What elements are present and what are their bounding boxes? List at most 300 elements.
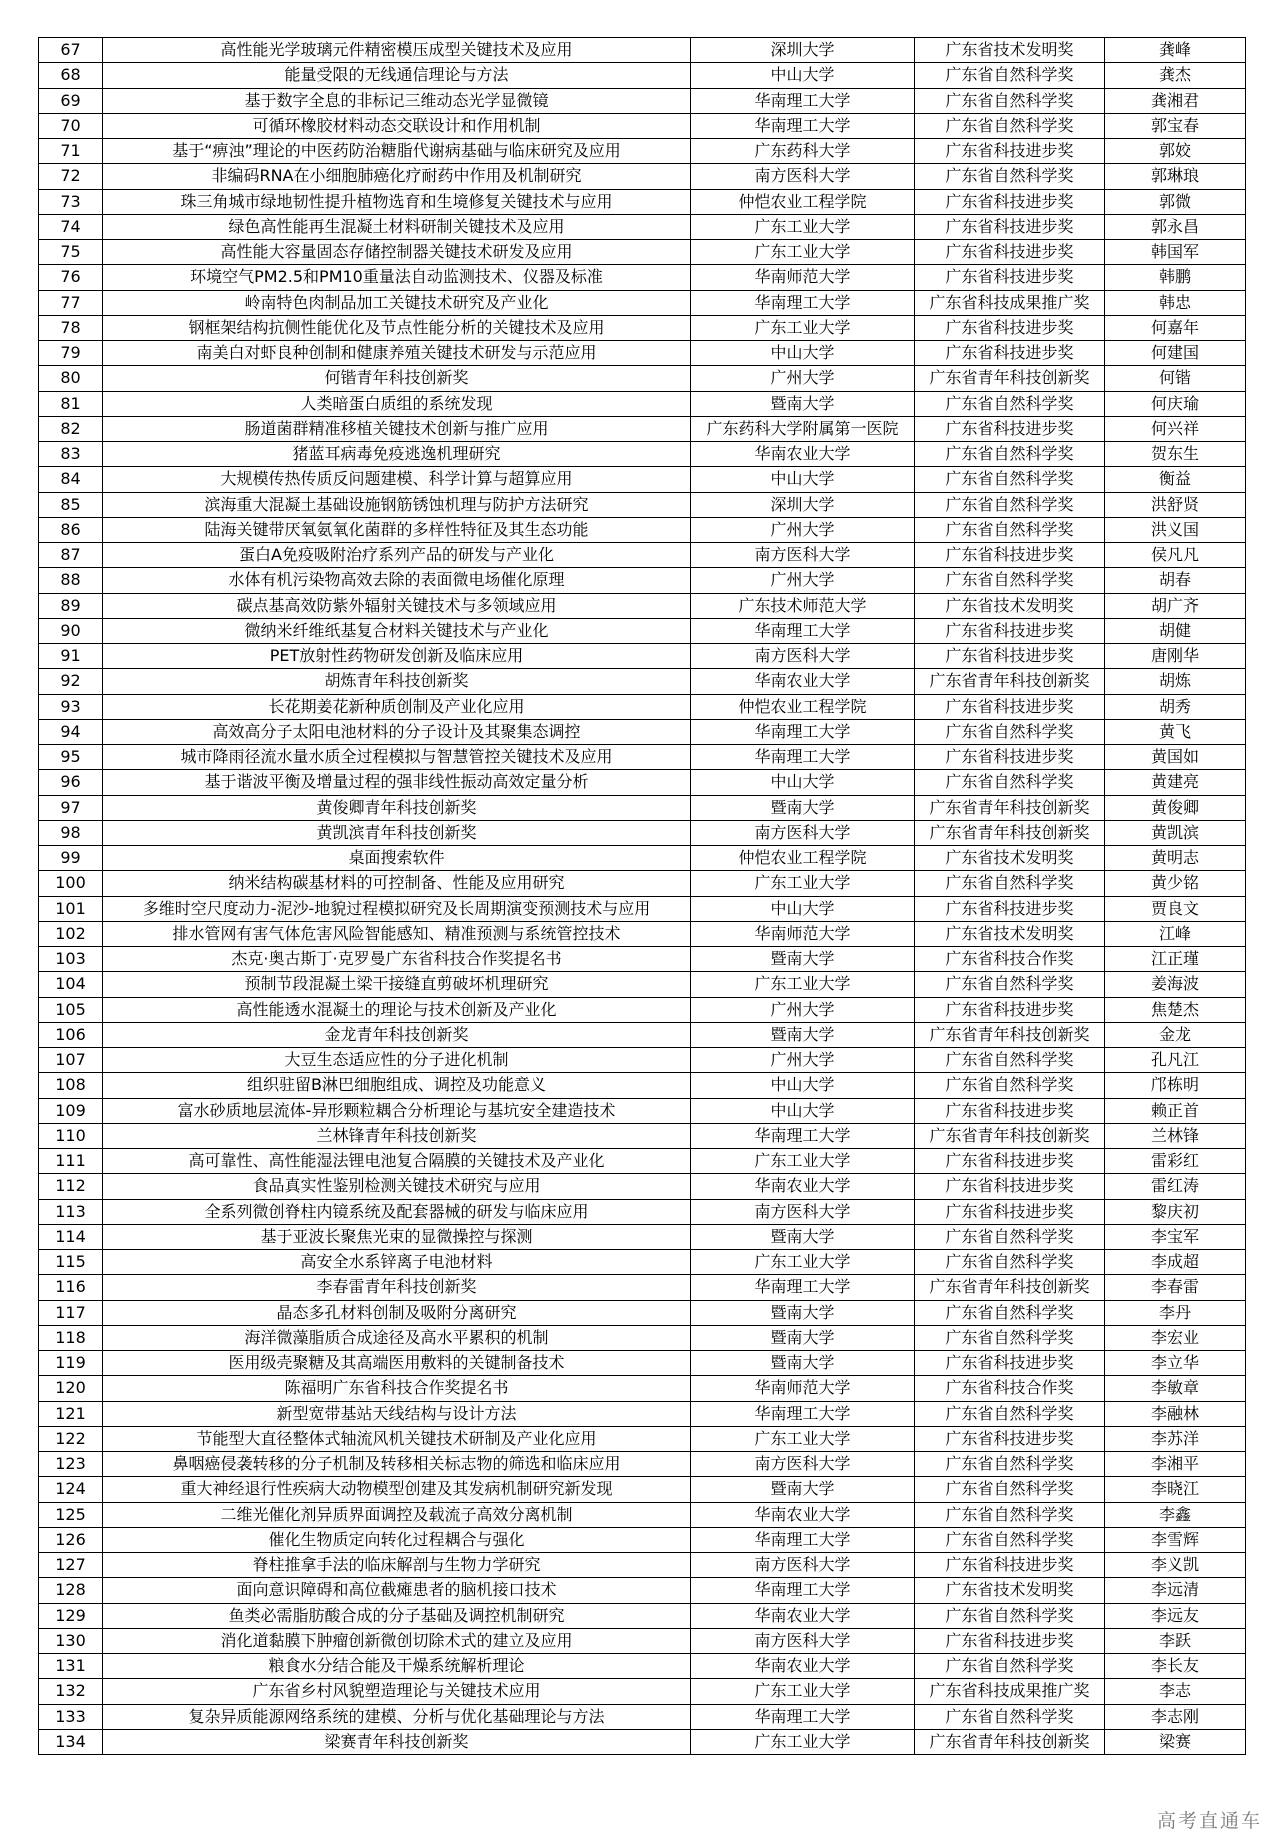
row-number-cell: 91: [39, 644, 103, 669]
project-title-cell: 重大神经退行性疾病大动物模型创建及其发病机制研究新发现: [103, 1477, 691, 1502]
award-type-cell: 广东省自然科学奖: [915, 492, 1105, 517]
project-title-cell: 基于“痹浊”理论的中医药防治糖脂代谢病基础与临床研究及应用: [103, 139, 691, 164]
institution-cell: 华南理工大学: [691, 618, 915, 643]
project-title-cell: 基于亚波长聚焦光束的显微操控与探测: [103, 1224, 691, 1249]
leader-name-cell: 何庆瑜: [1105, 391, 1246, 416]
project-title-cell: 节能型大直径整体式轴流风机关键技术研制及产业化应用: [103, 1426, 691, 1451]
award-type-cell: 广东省科技进步奖: [915, 1553, 1105, 1578]
table-row: [39, 416, 1246, 441]
award-type-cell: 广东省科技进步奖: [915, 416, 1105, 441]
leader-name-cell: 郭微: [1105, 189, 1246, 214]
leader-name-cell: 唐刚华: [1105, 644, 1246, 669]
leader-name-cell: 胡炼: [1105, 669, 1246, 694]
table-row: [39, 1729, 1246, 1754]
award-type-cell: 广东省自然科学奖: [915, 1048, 1105, 1073]
leader-name-cell: 郭琳琅: [1105, 164, 1246, 189]
row-number-cell: 122: [39, 1426, 103, 1451]
row-number-cell: 79: [39, 341, 103, 366]
project-title-cell: 城市降雨径流水量水质全过程模拟与智慧管控关键技术及应用: [103, 745, 691, 770]
table-row: [39, 997, 1246, 1022]
leader-name-cell: 贺东生: [1105, 442, 1246, 467]
institution-cell: 华南理工大学: [691, 1578, 915, 1603]
institution-cell: 深圳大学: [691, 492, 915, 517]
award-type-cell: 广东省青年科技创新奖: [915, 1123, 1105, 1148]
leader-name-cell: 李春雷: [1105, 1275, 1246, 1300]
award-type-cell: 广东省科技进步奖: [915, 745, 1105, 770]
project-title-cell: 肠道菌群精准移植关键技术创新与推广应用: [103, 416, 691, 441]
leader-name-cell: 韩国军: [1105, 240, 1246, 265]
table-row: [39, 1022, 1246, 1047]
institution-cell: 南方医科大学: [691, 164, 915, 189]
row-number-cell: 83: [39, 442, 103, 467]
award-type-cell: 广东省科技成果推广奖: [915, 290, 1105, 315]
award-type-cell: 广东省自然科学奖: [915, 164, 1105, 189]
project-title-cell: 蛋白A免疫吸附治疗系列产品的研发与产业化: [103, 543, 691, 568]
award-type-cell: 广东省自然科学奖: [915, 1527, 1105, 1552]
table-row: [39, 568, 1246, 593]
award-type-cell: 广东省自然科学奖: [915, 391, 1105, 416]
table-row: [39, 947, 1246, 972]
leader-name-cell: 李成超: [1105, 1250, 1246, 1275]
institution-cell: 中山大学: [691, 896, 915, 921]
institution-cell: 暨南大学: [691, 1022, 915, 1047]
row-number-cell: 99: [39, 846, 103, 871]
project-title-cell: 粮食水分结合能及干燥系统解析理论: [103, 1654, 691, 1679]
award-type-cell: 广东省自然科学奖: [915, 1477, 1105, 1502]
table-row: [39, 719, 1246, 744]
project-title-cell: 李春雷青年科技创新奖: [103, 1275, 691, 1300]
leader-name-cell: 李雪辉: [1105, 1527, 1246, 1552]
table-row: [39, 315, 1246, 340]
leader-name-cell: 衡益: [1105, 467, 1246, 492]
institution-cell: 华南理工大学: [691, 1704, 915, 1729]
project-title-cell: 高性能大容量固态存储控制器关键技术研发及应用: [103, 240, 691, 265]
award-type-cell: 广东省自然科学奖: [915, 1704, 1105, 1729]
row-number-cell: 113: [39, 1199, 103, 1224]
project-title-cell: 医用级壳聚糖及其高端医用敷料的关键制备技术: [103, 1351, 691, 1376]
leader-name-cell: 李义凯: [1105, 1553, 1246, 1578]
institution-cell: 广州大学: [691, 517, 915, 542]
institution-cell: 华南理工大学: [691, 113, 915, 138]
table-row: [39, 1325, 1246, 1350]
table-row: [39, 214, 1246, 239]
project-title-cell: 排水管网有害气体危害风险智能感知、精准预测与系统管控技术: [103, 921, 691, 946]
award-type-cell: 广东省技术发明奖: [915, 1578, 1105, 1603]
row-number-cell: 86: [39, 517, 103, 542]
leader-name-cell: 李立华: [1105, 1351, 1246, 1376]
project-title-cell: 催化生物质定向转化过程耦合与强化: [103, 1527, 691, 1552]
project-title-cell: 高效高分子太阳电池材料的分子设计及其聚集态调控: [103, 719, 691, 744]
project-title-cell: PET放射性药物研发创新及临床应用: [103, 644, 691, 669]
project-title-cell: 桌面搜索软件: [103, 846, 691, 871]
leader-name-cell: 洪义国: [1105, 517, 1246, 542]
award-type-cell: 广东省青年科技创新奖: [915, 366, 1105, 391]
project-title-cell: 何锴青年科技创新奖: [103, 366, 691, 391]
award-type-cell: 广东省科技进步奖: [915, 240, 1105, 265]
institution-cell: 华南农业大学: [691, 442, 915, 467]
table-row: [39, 593, 1246, 618]
institution-cell: 广东工业大学: [691, 1426, 915, 1451]
table-row: [39, 492, 1246, 517]
leader-name-cell: 韩鹏: [1105, 265, 1246, 290]
award-type-cell: 广东省自然科学奖: [915, 1325, 1105, 1350]
table-row: [39, 921, 1246, 946]
table-row: [39, 113, 1246, 138]
institution-cell: 广东工业大学: [691, 315, 915, 340]
project-title-cell: 广东省乡村风貌塑造理论与关键技术应用: [103, 1679, 691, 1704]
leader-name-cell: 郭姣: [1105, 139, 1246, 164]
project-title-cell: 碳点基高效防紫外辐射关键技术与多领域应用: [103, 593, 691, 618]
leader-name-cell: 姜海波: [1105, 972, 1246, 997]
institution-cell: 广东工业大学: [691, 1149, 915, 1174]
leader-name-cell: 金龙: [1105, 1022, 1246, 1047]
leader-name-cell: 雷彩红: [1105, 1149, 1246, 1174]
project-title-cell: 可循环橡胶材料动态交联设计和作用机制: [103, 113, 691, 138]
leader-name-cell: 何锴: [1105, 366, 1246, 391]
table-row: [39, 240, 1246, 265]
leader-name-cell: 孔凡江: [1105, 1048, 1246, 1073]
table-row: [39, 1452, 1246, 1477]
project-title-cell: 杰克·奥古斯丁·克罗曼广东省科技合作奖提名书: [103, 947, 691, 972]
leader-name-cell: 胡春: [1105, 568, 1246, 593]
table-row: [39, 189, 1246, 214]
institution-cell: 华南农业大学: [691, 1603, 915, 1628]
award-type-cell: 广东省科技进步奖: [915, 1351, 1105, 1376]
institution-cell: 华南理工大学: [691, 1275, 915, 1300]
leader-name-cell: 龚峰: [1105, 38, 1246, 63]
table-row: [39, 1149, 1246, 1174]
institution-cell: 中山大学: [691, 1073, 915, 1098]
project-title-cell: 陈福明广东省科技合作奖提名书: [103, 1376, 691, 1401]
row-number-cell: 126: [39, 1527, 103, 1552]
institution-cell: 暨南大学: [691, 1351, 915, 1376]
leader-name-cell: 梁赛: [1105, 1729, 1246, 1754]
row-number-cell: 129: [39, 1603, 103, 1628]
table-row: [39, 644, 1246, 669]
row-number-cell: 103: [39, 947, 103, 972]
award-type-cell: 广东省青年科技创新奖: [915, 1275, 1105, 1300]
institution-cell: 中山大学: [691, 63, 915, 88]
table-row: [39, 1098, 1246, 1123]
table-row: [39, 1426, 1246, 1451]
award-type-cell: 广东省自然科学奖: [915, 871, 1105, 896]
row-number-cell: 128: [39, 1578, 103, 1603]
leader-name-cell: 雷红涛: [1105, 1174, 1246, 1199]
table-row: [39, 467, 1246, 492]
leader-name-cell: 黄国如: [1105, 745, 1246, 770]
leader-name-cell: 邝栋明: [1105, 1073, 1246, 1098]
institution-cell: 暨南大学: [691, 1224, 915, 1249]
table-row: [39, 139, 1246, 164]
table-row: [39, 618, 1246, 643]
institution-cell: 广州大学: [691, 366, 915, 391]
leader-name-cell: 黄俊卿: [1105, 795, 1246, 820]
row-number-cell: 112: [39, 1174, 103, 1199]
leader-name-cell: 贾良文: [1105, 896, 1246, 921]
row-number-cell: 120: [39, 1376, 103, 1401]
award-type-cell: 广东省自然科学奖: [915, 770, 1105, 795]
institution-cell: 广东技术师范大学: [691, 593, 915, 618]
leader-name-cell: 黄少铭: [1105, 871, 1246, 896]
award-type-cell: 广东省自然科学奖: [915, 88, 1105, 113]
project-title-cell: 高性能透水混凝土的理论与技术创新及产业化: [103, 997, 691, 1022]
project-title-cell: 预制节段混凝土梁干接缝直剪破坏机理研究: [103, 972, 691, 997]
institution-cell: 华南理工大学: [691, 290, 915, 315]
row-number-cell: 98: [39, 820, 103, 845]
row-number-cell: 74: [39, 214, 103, 239]
row-number-cell: 106: [39, 1022, 103, 1047]
leader-name-cell: 兰林锋: [1105, 1123, 1246, 1148]
leader-name-cell: 李志: [1105, 1679, 1246, 1704]
row-number-cell: 118: [39, 1325, 103, 1350]
table-row: [39, 1578, 1246, 1603]
institution-cell: 广东工业大学: [691, 871, 915, 896]
table-row: [39, 694, 1246, 719]
project-title-cell: 胡炼青年科技创新奖: [103, 669, 691, 694]
leader-name-cell: 李志刚: [1105, 1704, 1246, 1729]
table-row: [39, 1553, 1246, 1578]
award-type-cell: 广东省技术发明奖: [915, 921, 1105, 946]
project-title-cell: 大豆生态适应性的分子进化机制: [103, 1048, 691, 1073]
awards-sheet: [38, 37, 1245, 1755]
leader-name-cell: 何兴祥: [1105, 416, 1246, 441]
project-title-cell: 高安全水系锌离子电池材料: [103, 1250, 691, 1275]
table-row: [39, 265, 1246, 290]
table-row: [39, 543, 1246, 568]
project-title-cell: 猪蓝耳病毒免疫逃逸机理研究: [103, 442, 691, 467]
project-title-cell: 能量受限的无线通信理论与方法: [103, 63, 691, 88]
project-title-cell: 复杂异质能源网络系统的建模、分析与优化基础理论与方法: [103, 1704, 691, 1729]
project-title-cell: 消化道黏膜下肿瘤创新微创切除术式的建立及应用: [103, 1628, 691, 1653]
row-number-cell: 95: [39, 745, 103, 770]
award-type-cell: 广东省科技进步奖: [915, 896, 1105, 921]
row-number-cell: 87: [39, 543, 103, 568]
leader-name-cell: 李晓江: [1105, 1477, 1246, 1502]
row-number-cell: 123: [39, 1452, 103, 1477]
project-title-cell: 全系列微创脊柱内镜系统及配套器械的研发与临床应用: [103, 1199, 691, 1224]
institution-cell: 华南理工大学: [691, 1527, 915, 1552]
table-row: [39, 1123, 1246, 1148]
table-row: [39, 795, 1246, 820]
leader-name-cell: 焦楚杰: [1105, 997, 1246, 1022]
table-row: [39, 871, 1246, 896]
row-number-cell: 88: [39, 568, 103, 593]
table-row: [39, 63, 1246, 88]
award-type-cell: 广东省科技进步奖: [915, 1426, 1105, 1451]
award-type-cell: 广东省自然科学奖: [915, 1300, 1105, 1325]
leader-name-cell: 黎庆初: [1105, 1199, 1246, 1224]
table-row: [39, 442, 1246, 467]
project-title-cell: 基于数字全息的非标记三维动态光学显微镜: [103, 88, 691, 113]
row-number-cell: 81: [39, 391, 103, 416]
institution-cell: 华南理工大学: [691, 88, 915, 113]
institution-cell: 暨南大学: [691, 1300, 915, 1325]
leader-name-cell: 黄飞: [1105, 719, 1246, 744]
table-row: [39, 1250, 1246, 1275]
row-number-cell: 104: [39, 972, 103, 997]
project-title-cell: 南美白对虾良种创制和健康养殖关键技术研发与示范应用: [103, 341, 691, 366]
institution-cell: 中山大学: [691, 770, 915, 795]
project-title-cell: 滨海重大混凝土基础设施钢筋锈蚀机理与防护方法研究: [103, 492, 691, 517]
award-type-cell: 广东省自然科学奖: [915, 1224, 1105, 1249]
leader-name-cell: 李丹: [1105, 1300, 1246, 1325]
table-row: [39, 1174, 1246, 1199]
institution-cell: 南方医科大学: [691, 1628, 915, 1653]
award-type-cell: 广东省科技进步奖: [915, 618, 1105, 643]
institution-cell: 仲恺农业工程学院: [691, 694, 915, 719]
leader-name-cell: 江峰: [1105, 921, 1246, 946]
project-title-cell: 长花期姜花新种质创制及产业化应用: [103, 694, 691, 719]
leader-name-cell: 何建国: [1105, 341, 1246, 366]
institution-cell: 广州大学: [691, 997, 915, 1022]
award-type-cell: 广东省青年科技创新奖: [915, 1729, 1105, 1754]
institution-cell: 暨南大学: [691, 391, 915, 416]
award-type-cell: 广东省科技进步奖: [915, 1628, 1105, 1653]
institution-cell: 深圳大学: [691, 38, 915, 63]
leader-name-cell: 李融林: [1105, 1401, 1246, 1426]
leader-name-cell: 黄明志: [1105, 846, 1246, 871]
institution-cell: 中山大学: [691, 467, 915, 492]
award-type-cell: 广东省自然科学奖: [915, 1452, 1105, 1477]
award-type-cell: 广东省自然科学奖: [915, 517, 1105, 542]
row-number-cell: 108: [39, 1073, 103, 1098]
table-row: [39, 1199, 1246, 1224]
institution-cell: 华南理工大学: [691, 1401, 915, 1426]
project-title-cell: 二维光催化剂异质界面调控及载流子高效分离机制: [103, 1502, 691, 1527]
table-row: [39, 1401, 1246, 1426]
award-type-cell: 广东省科技进步奖: [915, 1199, 1105, 1224]
table-row: [39, 1048, 1246, 1073]
row-number-cell: 90: [39, 618, 103, 643]
project-title-cell: 大规模传热传质反问题建模、科学计算与超算应用: [103, 467, 691, 492]
award-type-cell: 广东省自然科学奖: [915, 1603, 1105, 1628]
table-row: [39, 1502, 1246, 1527]
award-type-cell: 广东省科技进步奖: [915, 1098, 1105, 1123]
table-row: [39, 366, 1246, 391]
leader-name-cell: 黄凯滨: [1105, 820, 1246, 845]
leader-name-cell: 郭宝春: [1105, 113, 1246, 138]
row-number-cell: 84: [39, 467, 103, 492]
table-row: [39, 1300, 1246, 1325]
institution-cell: 仲恺农业工程学院: [691, 189, 915, 214]
award-type-cell: 广东省青年科技创新奖: [915, 1022, 1105, 1047]
table-row: [39, 1073, 1246, 1098]
row-number-cell: 130: [39, 1628, 103, 1653]
award-type-cell: 广东省技术发明奖: [915, 846, 1105, 871]
institution-cell: 中山大学: [691, 1098, 915, 1123]
project-title-cell: 食品真实性鉴别检测关键技术研究与应用: [103, 1174, 691, 1199]
row-number-cell: 78: [39, 315, 103, 340]
leader-name-cell: 李敏章: [1105, 1376, 1246, 1401]
row-number-cell: 114: [39, 1224, 103, 1249]
row-number-cell: 105: [39, 997, 103, 1022]
row-number-cell: 121: [39, 1401, 103, 1426]
award-type-cell: 广东省技术发明奖: [915, 593, 1105, 618]
institution-cell: 广东工业大学: [691, 972, 915, 997]
table-row: [39, 770, 1246, 795]
institution-cell: 南方医科大学: [691, 1199, 915, 1224]
table-row: [39, 341, 1246, 366]
row-number-cell: 92: [39, 669, 103, 694]
table-row: [39, 517, 1246, 542]
project-title-cell: 富水砂质地层流体-异形颗粒耦合分析理论与基坑安全建造技术: [103, 1098, 691, 1123]
award-type-cell: 广东省自然科学奖: [915, 1654, 1105, 1679]
award-type-cell: 广东省自然科学奖: [915, 442, 1105, 467]
institution-cell: 广东工业大学: [691, 1679, 915, 1704]
table-row: [39, 820, 1246, 845]
leader-name-cell: 李宏业: [1105, 1325, 1246, 1350]
table-row: [39, 1603, 1246, 1628]
leader-name-cell: 何嘉年: [1105, 315, 1246, 340]
institution-cell: 华南农业大学: [691, 1502, 915, 1527]
leader-name-cell: 龚湘君: [1105, 88, 1246, 113]
institution-cell: 暨南大学: [691, 1325, 915, 1350]
institution-cell: 广东工业大学: [691, 1250, 915, 1275]
leader-name-cell: 龚杰: [1105, 63, 1246, 88]
institution-cell: 暨南大学: [691, 795, 915, 820]
award-type-cell: 广东省自然科学奖: [915, 1073, 1105, 1098]
table-row: [39, 88, 1246, 113]
award-type-cell: 广东省科技进步奖: [915, 265, 1105, 290]
project-title-cell: 高可靠性、高性能湿法锂电池复合隔膜的关键技术及产业化: [103, 1149, 691, 1174]
project-title-cell: 高性能光学玻璃元件精密模压成型关键技术及应用: [103, 38, 691, 63]
row-number-cell: 110: [39, 1123, 103, 1148]
watermark-text: 高考直通车: [1156, 1810, 1262, 1832]
row-number-cell: 69: [39, 88, 103, 113]
institution-cell: 中山大学: [691, 341, 915, 366]
institution-cell: 南方医科大学: [691, 1553, 915, 1578]
awards-table: [38, 37, 1246, 1755]
award-type-cell: 广东省青年科技创新奖: [915, 820, 1105, 845]
leader-name-cell: 李跃: [1105, 1628, 1246, 1653]
row-number-cell: 68: [39, 63, 103, 88]
project-title-cell: 海洋微藻脂质合成途径及高水平累积的机制: [103, 1325, 691, 1350]
institution-cell: 华南理工大学: [691, 745, 915, 770]
leader-name-cell: 李湘平: [1105, 1452, 1246, 1477]
row-number-cell: 100: [39, 871, 103, 896]
leader-name-cell: 李远友: [1105, 1603, 1246, 1628]
leader-name-cell: 胡秀: [1105, 694, 1246, 719]
table-row: [39, 1679, 1246, 1704]
table-row: [39, 1654, 1246, 1679]
award-type-cell: 广东省科技进步奖: [915, 1149, 1105, 1174]
table-row: [39, 38, 1246, 63]
project-title-cell: 微纳米纤维纸基复合材料关键技术与产业化: [103, 618, 691, 643]
leader-name-cell: 郭永昌: [1105, 214, 1246, 239]
project-title-cell: 面向意识障碍和高位截瘫患者的脑机接口技术: [103, 1578, 691, 1603]
row-number-cell: 85: [39, 492, 103, 517]
row-number-cell: 116: [39, 1275, 103, 1300]
award-type-cell: 广东省科技进步奖: [915, 189, 1105, 214]
table-row: [39, 1477, 1246, 1502]
row-number-cell: 97: [39, 795, 103, 820]
award-type-cell: 广东省科技进步奖: [915, 315, 1105, 340]
awards-table-body: [39, 38, 1246, 1755]
row-number-cell: 101: [39, 896, 103, 921]
row-number-cell: 119: [39, 1351, 103, 1376]
award-type-cell: 广东省科技进步奖: [915, 1174, 1105, 1199]
project-title-cell: 基于谐波平衡及增量过程的强非线性振动高效定量分析: [103, 770, 691, 795]
project-title-cell: 晶态多孔材料创制及吸附分离研究: [103, 1300, 691, 1325]
project-title-cell: 水体有机污染物高效去除的表面微电场催化原理: [103, 568, 691, 593]
institution-cell: 华南农业大学: [691, 1174, 915, 1199]
project-title-cell: 珠三角城市绿地韧性提升植物选育和生境修复关键技术与应用: [103, 189, 691, 214]
row-number-cell: 134: [39, 1729, 103, 1754]
row-number-cell: 107: [39, 1048, 103, 1073]
award-type-cell: 广东省自然科学奖: [915, 568, 1105, 593]
row-number-cell: 82: [39, 416, 103, 441]
row-number-cell: 72: [39, 164, 103, 189]
